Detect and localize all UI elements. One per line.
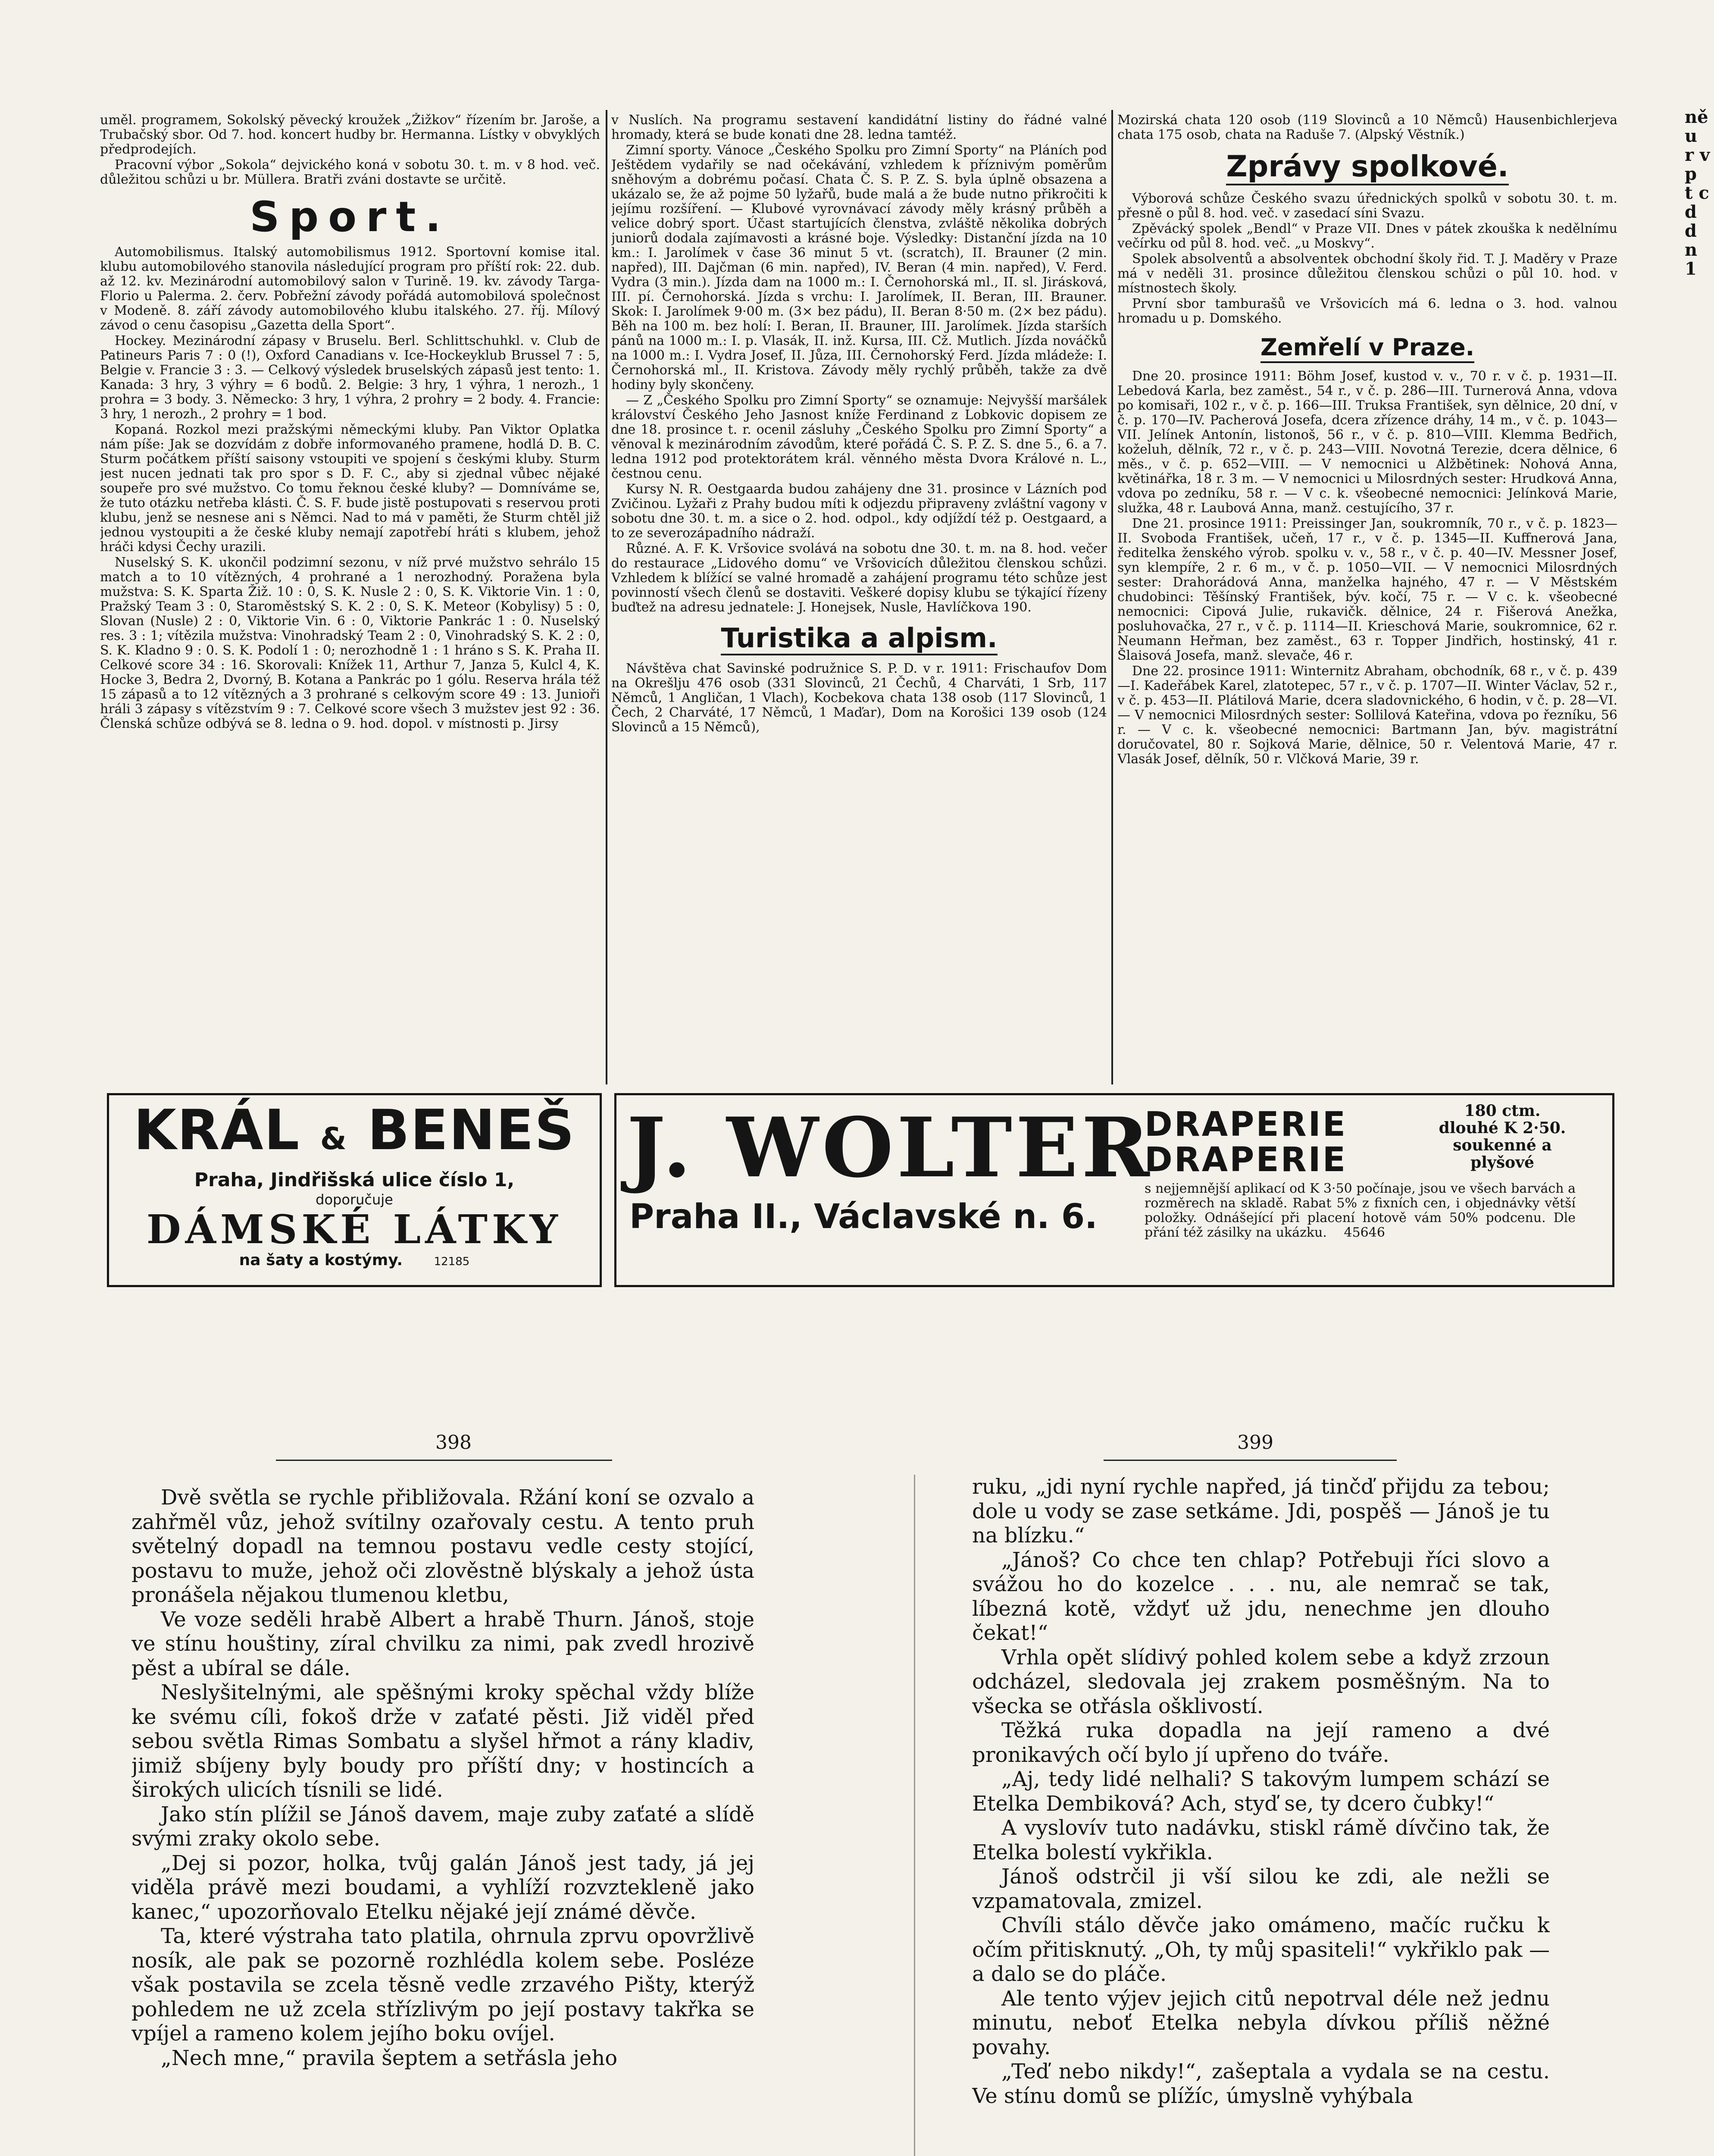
story-paragraph: Ve voze seděli hrabě Albert a hrabě Thurn. Jánoš, stoje ve stínu houštiny, zíral chvilku za nimi, pak zvedl hrozivě pěst a ubíral se dále. [131, 1607, 754, 1680]
story-paragraph: Jako stín plížil se Jánoš davem, maje zuby zaťaté a slídě svými zraky okolo sebe. [131, 1802, 754, 1851]
article-paragraph: — Z „Českého Spolku pro Zimní Sporty“ se oznamuje: Nejvyšší maršálek království Českého Jeho Jasnost kníže Ferdinand z Lobkovic dopisem ze dne 18. prosince t. r. ocenil zásluhy „Českého Spolku pro Zimní Sporty“ a věnoval k mezinárodním závodům, které pořádá Č. S. P. Z. S. dne 5., 6. a 7. ledna 1912 pod protektorátem král. věnného města Dvora Králové n. L., čestnou cenu. [611, 393, 1107, 481]
edge-cutoff-text: ně u r v p t c d d n 1 [1685, 107, 1710, 279]
ad-wolter-draperie-2: DRAPERIE [1145, 1141, 1347, 1179]
story-paragraph: Těžká ruka dopadla na její rameno a dvé pronikavých očí bylo jí upřeno do tváře. [972, 1718, 1550, 1767]
ad-wolter-text: s nejjemnější aplikací od K 3·50 počínaje, jsou ve všech barvách a rozměrech na skladě. Rabat 5% z fixních cen, i objednávky větší položky. Odnášející při placení hotově vám 50% podcenu. Dle přání též zásilky na ukázku. 45646 [1145, 1181, 1576, 1240]
article-paragraph: Různé. A. F. K. Vršovice svolává na sobotu dne 30. t. m. na 8. hod. večer do restaurace „Lidového domu“ ve Vršovicích důležitou členskou schůzi. Vzhledem k blížící se valné hromadě a zahájení programu této schůze jest povinností všech členů se dostaviti. Veškeré dopisy klubu se týkající řízeny buďtež na adresu jednatele: J. Honejsek, Nusle, Havlíčkova 190. [611, 541, 1107, 615]
column-2 [611, 113, 1107, 1083]
ad-wolter-draperie-1: DRAPERIE [1145, 1105, 1347, 1144]
ad-kral-code: 12185 [434, 1255, 470, 1268]
zemreli-heading: Zemřelí v Praze. [1117, 334, 1617, 363]
column-1 [100, 113, 600, 1083]
column-rule [1111, 110, 1113, 1084]
story-paragraph: Neslyšitelnými, ale spěšnými kroky spěchal vždy blíže ke svému cíli, fokoš drže v zaťaté pěsti. Již viděl před sebou světla Rimas Sombatu a slyšel hřmot a rány kladiv, jimiž sbíjeny byly boudy pro příští dny; v hostincích a širokých ulicích tísnili se lidé. [131, 1680, 754, 1802]
ad-wolter-side-text: 180 ctm. dlouhé K 2·50. soukenné a plyšové [1439, 1102, 1566, 1172]
article-paragraph: Výborová schůze Českého svazu úřednických spolků v sobotu 30. t. m. přesně o půl 8. hod. več. v zasedací síni Svazu. [1117, 191, 1617, 221]
ad-kral-benes [107, 1093, 602, 1287]
story-paragraph: Jánoš odstrčil ji vší silou ke zdi, ale nežli se vzpamatovala, zmizel. [972, 1865, 1550, 1913]
article-paragraph: Nuselský S. K. ukončil podzimní sezonu, v níž prvé mužstvo sehrálo 15 match a to 10 vítězných, 4 prohrané a 1 nerozhodný. Poražena byla mužstva: S. K. Sparta Žiž. 10 : 0, S. K. Nusle 2 : 0, S. K. Viktorie Vin. 1 : 0, Pražský Team 3 : 0, Staroměstský S. K. 2 : 0, S. K. Meteor (Kobylisy) 5 : 0, Slovan (Nusle) 2 : 0, Viktorie Vin. 6 : 0, Viktorie Pankrác 1 : 0. Nuselský res. 3 : 1; vítězila mužstva: Vinohradský Team 2 : 0, Vinohradský S. K. 2 : 0, S. K. Kladno 9 : 0. S. K. Podolí 1 : 0; nerozhodně 1 : 1 hráno s S. K. Praha II. Celkové score 34 : 16. Skorovali: Knížek 11, Arthur 7, Janza 5, Kulcl 4, K. Hocke 3, Bedra 2, Dvorný, B. Kotana a Pankrác po 1 gólu. Reserva hrála též 15 zápasů a to 12 vítězných a 3 prohrané s celkovým score 49 : 13. Junioři hráli 3 zápasy s vítězstvím 9 : 7. Celkové score všech 3 mužstev jest 92 : 36. Členská schůze odbývá se 8. ledna o 9. hod. dopol. v místnosti p. Jirsy [100, 555, 600, 731]
death-notices: Dne 21. prosince 1911: Preissinger Jan, soukromník, 70 r., v č. p. 1823—II. Svoboda František, učeň, 17 r., v č. p. 1345—II. Kuffnerová Jana, ředitelka ženského výrob. spolku v. v., 58 r., v č. p. 40—IV. Messner Josef, syn klempíře, 2 r. 6 m., v č. p. 1050—VII. — V nemocnici Milosrdných sester: Drahorádová Anna, manželka hajného, 47 r. — V Městském chudobinci: Těšínský František, býv. kočí, 75 r. — V c. k. všeobecné nemocnici: Cipová Julie, rukavičk. dělnice, 24 r. Fišerová Anežka, posluhovačka, 27 r., v č. p. 1114—II. Krieschová Marie, soukromnice, 62 r. Neumann Heřman, bez zaměst., 63 r. Topper Jindřich, hostinský, 41 r. Šlaisová Josefa, manž. slevače, 46 r. [1117, 516, 1617, 663]
article-paragraph: Hockey. Mezinárodní zápasy v Bruselu. Berl. Schlittschuhkl. v. Club de Patineurs Paris 7 : 0 (!), Oxford Canadians v. Ice-Hockeyklub Brussel 7 : 5, Belgie v. Francie 3 : 3. — Celkový výsledek bruselských zápasů jest tento: 1. Kanada: 3 hry, 3 výhry = 6 bodů. 2. Belgie: 3 hry, 1 výhra, 1 nerozh., 1 prohra = 3 body. 3. Německo: 3 hry, 1 výhra, 2 prohry = 2 body. 4. Francie: 3 hry, 1 nerozh., 2 prohry = 1 bod. [100, 333, 600, 422]
story-paragraph: Dvě světla se rychle přibližovala. Ržání koní se ozvalo a zahřměl vůz, jehož svítilny ozařovaly cestu. A tento pruh světelný dopadl na temnou postavu vedle cesty stojící, postavu to muže, jehož oči zlověstně blýskaly a jehož ústa pronášela nějakou tlumenou kletbu, [131, 1485, 754, 1607]
column-rule [606, 110, 607, 1084]
ad-wolter-code: 45646 [1344, 1225, 1385, 1240]
ad-kral-recommends: doporučuje [316, 1191, 393, 1208]
column-3 [1117, 113, 1617, 1083]
sport-heading: Sport. [250, 193, 450, 241]
article-paragraph: Mozirská chata 120 osob (119 Slovinců a 10 Němců) Hausenbichlerjeva chata 175 osob, chata na Raduše 7. (Alpský Věstník.) [1117, 113, 1617, 142]
article-paragraph: Kopaná. Rozkol mezi pražskými německými kluby. Pan Viktor Oplatka nám píše: Jak se dozvídám z dobře informovaného pramene, hodlá D. B. C. Sturm počátkem příští saisony vstoupiti ve spojení s českými kluby. Sturm jest nucen jednati tak pro spor s D. F. C., aby si zjednal vůbec nějaké soupeře pro své mužstvo. Co tomu řeknou české kluby? — Domníváme se, že tuto otázku netřeba klásti. Č. S. F. bude jistě postupovati s reservou proti klubu, jenž se nesnese ani s Němci. Nad to má v paměti, že Sturm chtěl již jednou vystoupiti a že české kluby nemají zapotřebí hráti s klubem, jehož hráči kdysi Čechy urazili. [100, 422, 600, 555]
article-paragraph: Návštěva chat Savinské podružnice S. P. D. v r. 1911: Frischaufov Dom na Okrešlju 476 osob (331 Slovinců, 21 Čechů, 4 Charváti, 1 Srb, 117 Němců, 1 Angličan, 1 Vlach), Kocbekova chata 138 osob (117 Slovinců, 1 Čech, 2 Charváté, 17 Němců, 1 Maďar), Dom na Korošici 139 osob (124 Slovinců a 15 Němců), [611, 661, 1107, 735]
article-paragraph: Automobilismus. Italský automobilismus 1912. Sportovní komise ital. klubu automobilového stanovila následující program pro příští rok: 22. dub. až 12. kv. Mezinárodní automobilový salon v Turině. 19. kv. závody Targa-Florio u Palerma. 2. červ. Pobřežní závody pořádá automobilová společnost v Modeně. 8. září závody automobilového klubu italského. 27. říj. Mílový závod o cenu časopisu „Gazetta della Sport“. [100, 244, 600, 333]
spolkove-heading: Zprávy spolkové. [1117, 150, 1617, 185]
article-paragraph: Zimní sporty. Vánoce „Českého Spolku pro Zimní Sporty“ na Pláních pod Ještědem vydařily se nad očekávání, vzhledem k příznivým poměrům sněhovým a dobrému počasí. Chata Č. S. P. Z. S. byla úplně obsazena a ukázalo se, že až pojme 50 lyžařů, bude malá a že bude nutno přikročiti k jejímu rozšíření. — Klubové vyrovnávací závody měly krásný průběh a velice dobrý sport. Účast startujících členstva, zvláště několika dobrých juniorů dodala zajímavosti a krásné boje. Výsledky: Distanční jízda na 10 km.: I. Jarolímek v čase 36 minut 5 vt. (scratch), II. Brauner (2 min. napřed), III. Dajčman (6 min. napřed), IV. Beran (4 min. napřed), V. Ferd. Vydra (3 min.). Jízda dam na 1000 m.: I. Černohorská ml., II. sl. Jirásková, III. pí. Černohorská. Jízda s vrchu: I. Jarolímek, II. Beran, III. Brauner. Skok: I. Jarolímek 9·00 m. (3× bez pádu), II. Beran 8·50 m. (2× bez pádu). Běh na 100 m. bez holí: I. Beran, II. Brauner, III. Jarolímek. Jízda starších pánů na 1000 m.: I. p. Vlasák, II. inž. Kursa, III. Cž. Mutlich. Jízda nováčků na 1000 m.: I. Vydra Josef, II. Jůza, III. Černohorský Ferd. Jízda mládeže: I. Černohorská ml., II. Kristova. Závody měly rychlý průběh, takže za dvě hodiny byly skončeny. [611, 143, 1107, 392]
page-number-rule [276, 1460, 612, 1461]
story-paragraph: Vrhla opět slídivý pohled kolem sebe a když zrzoun odcházel, sledovala jej zrakem posměšným. Na to všecka se otřásla ošklivostí. [972, 1645, 1550, 1718]
gutter-rule [914, 1475, 915, 2156]
death-notices: Dne 22. prosince 1911: Winternitz Abraham, obchodník, 68 r., v č. p. 439—I. Kadeřábek Karel, zlatotepec, 57 r., v č. p. 1707—II. Winter Václav, 52 r., v č. p. 453—II. Plátilová Marie, dcera sladovnického, 6 hodin, v č. p. 28—VI. — V nemocnici Milosrdných sester: Sollilová Kateřina, vdova po řezníku, 56 r. — V c. k. všeobecné nemocnici: Bartmann Jan, býv. magistrátní doručovatel, 80 r. Sojková Marie, dělnice, 50 r. Velentová Marie, 47 r. Vlasák Josef, dělník, 50 r. Vlčková Marie, 39 r. [1117, 664, 1617, 767]
story-paragraph: Ale tento výjev jejich citů nepotrval déle než jednu minutu, neboť Etelka nebyla dívkou příliš něžné povahy. [972, 1986, 1550, 2059]
article-paragraph: Pracovní výbor „Sokola“ dejvického koná v sobotu 30. t. m. v 8 hod. več. důležitou schůzi u br. Müllera. Bratři zváni dostavte se určitě. [100, 157, 600, 187]
story-paragraph: Ta, které výstraha tato platila, ohrnula zprvu opovržlivě nosík, ale pak se pozorně rozhlédla kolem sebe. Posléze však postavila se zcela těsně vedle zrzavého Pišty, kterýž pohledem ne už zcela střízlivým po její postavy takřka se vpíjel a rameno kolem jejího boku ovíjel. [131, 1924, 754, 2046]
ad-kral-suits: na šaty a kostýmy. 12185 [239, 1251, 470, 1269]
story-paragraph: Chvíli stálo děvče jako omámeno, mačíc ručku k očím přitisknutý. „Oh, ty můj spasiteli!“ vykřiklo pak — a dalo se do pláče. [972, 1913, 1550, 1986]
article-paragraph: Zpěvácký spolek „Bendl“ v Praze VII. Dnes v pátek zkouška k nedělnímu večírku od půl 8. hod. več. „u Moskvy“. [1117, 221, 1617, 251]
page-number-right: 399 [1237, 1432, 1273, 1454]
story-paragraph: ruku, „jdi nyní rychle napřed, já tinčď přijdu za tebou; dole u vody se zase setkáme. Jdi, pospěš — Jánoš je tu na blízku.“ [972, 1475, 1550, 1548]
story-paragraph: „Aj, tedy lidé nelhali? S takovým lumpem schází se Etelka Dembiková? Ach, styď se, ty dcero čubky!“ [972, 1767, 1550, 1816]
ad-kral-product: DÁMSKÉ LÁTKY [146, 1206, 563, 1253]
ad-wolter-address: Praha II., Václavské n. 6. [629, 1197, 1098, 1236]
turistika-heading: Turistika a alpism. [611, 623, 1107, 655]
article-paragraph: v Nuslích. Na programu sestavení kandidátní listiny do řádné valné hromady, která se bude konati dne 28. ledna tamtéž. [611, 113, 1107, 142]
story-paragraph: „Jánoš? Co chce ten chlap? Potřebuji říci slovo a svážou ho do kozelce . . . nu, ale nemrač se tak, líbezná kotě, vždyť už jdu, nenechme jen dlouho čekat!“ [972, 1548, 1550, 1645]
story-right-page [972, 1475, 1550, 2156]
page-number-rule [1104, 1460, 1397, 1461]
death-notices: Dne 20. prosince 1911: Böhm Josef, kustod v. v., 70 r. v č. p. 1931—II. Lebedová Karla, bez zaměst., 54 r., v č. p. 286—III. Turnerová Anna, vdova po komisaři, 102 r., v č. p. 166—III. Truksa František, syn dělnice, 20 dní, v č. p. 170—IV. Pacherová Josefa, dcera zřízence dráhy, 14 m., v č. p. 1043—VII. Jelínek Antonín, listonoš, 56 r., v č. p. 810—VIII. Klemma Bedřich, koželuh, dělník, 72 r., v č. p. 243—VIII. Novotná Terezie, dcera dělnice, 6 měs., v č. p. 652—VIII. — V nemocnici u Alžbětinek: Nohová Anna, květinářka, 18 r. 3 m. — V nemocnici u Milosrdných sester: Hrudková Anna, vdova po zedníku, 58 r. — V c. k. všeobecné nemocnici: Jelínková Marie, služka, 48 r. Laubová Anna, manž. cestujícího, 37 r. [1117, 369, 1617, 516]
article-paragraph: uměl. programem, Sokolský pěvecký kroužek „Žižkov“ řízením br. Jaroše, a Trubačský sbor. Od 7. hod. koncert hudby br. Hermanna. Lístky v obvyklých předprodejích. [100, 113, 600, 157]
article-paragraph: Spolek absolventů a absolventek obchodní školy řid. T. J. Maděry v Praze má v neděli 31. prosince důležitou členskou schůzi o půl 10. hod. v místnostech školy. [1117, 251, 1617, 296]
story-paragraph: „Dej si pozor, holka, tvůj galán Jánoš jest tady, já jej viděla právě mezi boudami, a vyhlíží rozvztekleně jako kanec,“ upozorňovalo Etelku nějaké její známé děvče. [131, 1851, 754, 1924]
story-paragraph: A vyslovív tuto nadávku, stiskl rámě dívčino tak, že Etelka bolestí vykřikla. [972, 1816, 1550, 1865]
ad-kral-address: Praha, Jindřišská ulice číslo 1, [194, 1169, 515, 1191]
article-paragraph: První sbor tamburašů ve Vršovicích má 6. ledna o 3. hod. valnou hromadu u p. Domského. [1117, 296, 1617, 326]
page-number-left: 398 [435, 1432, 472, 1454]
ad-wolter-name: J. WOLTER [627, 1100, 1153, 1196]
ad-kral-title: KRÁL & BENEŠ [133, 1098, 576, 1163]
story-paragraph: „Nech mne,“ pravila šeptem a setřásla jeho [161, 2046, 618, 2070]
story-paragraph: „Teď nebo nikdy!“, zašeptala a vydala se na cestu. Ve stínu domů se plížíc, úmyslně vyhýbala [972, 2059, 1550, 2108]
ad-wolter [614, 1093, 1614, 1287]
article-paragraph: Kursy N. R. Oestgaarda budou zahájeny dne 31. prosince v Lázních pod Zvičinou. Lyžaři z Prahy budou míti k odjezdu připraveny zvláštní vagony v sobotu dne 30. t. m. a sice o 2. hod. odpol., kdy odjíždí též p. Oestgaard, a to ze severozápadního nádraží. [611, 482, 1107, 541]
story-left-page [131, 1485, 754, 2156]
